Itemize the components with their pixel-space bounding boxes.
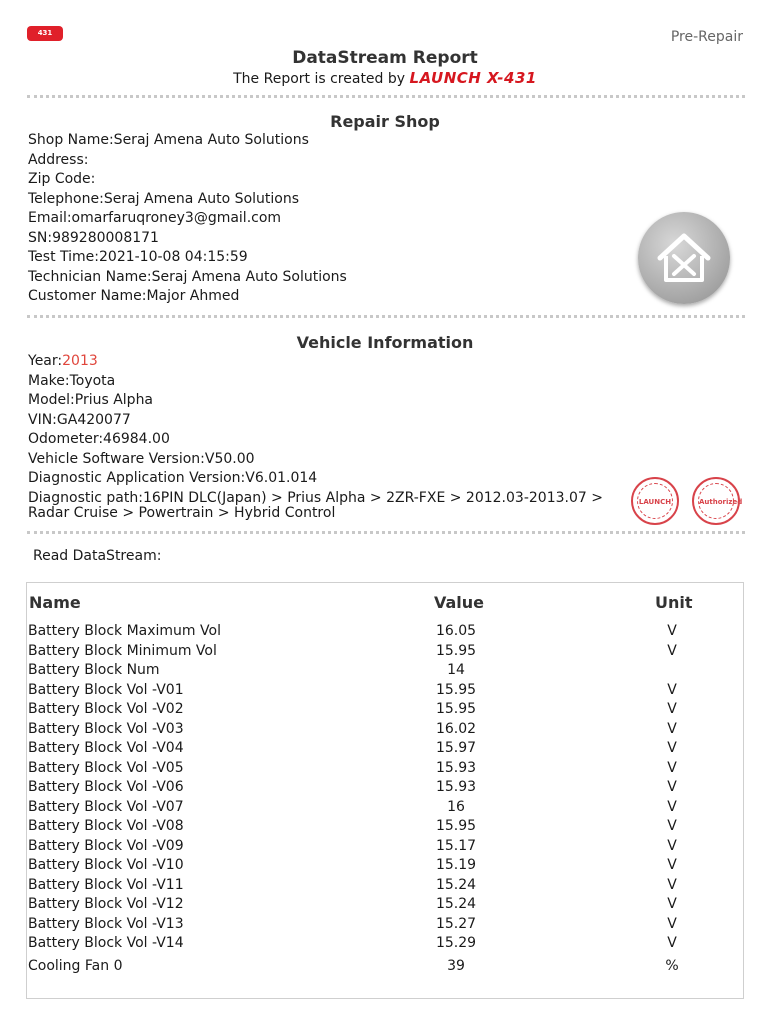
table-row: [28, 642, 728, 662]
row-value: 16.05: [435, 623, 477, 639]
row-name: Battery Block Vol -V13: [28, 915, 184, 932]
report-status: Pre-Repair: [670, 29, 743, 45]
shop-telephone: Telephone:Seraj Amena Auto Solutions: [28, 190, 300, 207]
row-value: 15.95: [435, 681, 477, 698]
row-name: Battery Block Vol -V02: [28, 701, 184, 717]
divider: [27, 95, 745, 98]
row-name: Battery Block Vol -V11: [28, 876, 184, 893]
row-value: 15.17: [435, 837, 477, 854]
vehicle-model: Model:Prius Alpha: [28, 392, 154, 408]
table-row: [28, 856, 728, 876]
test-time: Test Time:2021-10-08 04:15:59: [28, 249, 248, 265]
row-value: 15.93: [435, 779, 477, 795]
created-by-text: The Report is created by: [233, 71, 406, 87]
row-name: Battery Block Vol -V05: [28, 759, 184, 776]
page-title: DataStream Report: [292, 48, 478, 68]
authorized-stamp: [692, 477, 743, 525]
row-value: 15.19: [435, 857, 477, 873]
row-name: Battery Block Num: [28, 662, 160, 678]
row-name: Battery Block Vol -V08: [28, 818, 184, 834]
row-value: 16.02: [435, 720, 477, 737]
row-value: 15.97: [435, 740, 477, 756]
shop-email: Email:omarfaruqroney3@gmail.com: [28, 210, 282, 226]
row-unit: V: [667, 896, 677, 912]
table-row: [28, 837, 728, 857]
diagnostic-path: Diagnostic path:16PIN DLC(Japan) > Prius Alpha > 2ZR-FXE > 2012.03-2013.07 > Radar Cruise > Powertrain > Hybrid Control: [28, 489, 603, 521]
row-name: Cooling Fan 0: [28, 957, 123, 974]
divider: [27, 531, 745, 534]
table-row: [28, 778, 728, 798]
shop-sn: SN:989280008171: [28, 229, 159, 246]
row-unit: V: [667, 779, 677, 795]
row-unit: V: [667, 798, 677, 815]
row-name: Battery Block Maximum Vol: [28, 623, 221, 639]
year-value: 2013: [62, 353, 98, 369]
vehicle-make: Make:Toyota: [28, 372, 116, 389]
vehicle-odometer: Odometer:46984.00: [28, 431, 170, 447]
row-value: 16: [447, 798, 465, 815]
table-row: [28, 700, 728, 720]
column-header-unit: Unit: [655, 593, 693, 612]
row-name: Battery Block Vol -V03: [28, 720, 184, 737]
column-header-value: Value: [434, 593, 485, 612]
table-row: [28, 934, 728, 954]
row-value: 15.29: [435, 935, 477, 951]
table-row: [28, 798, 728, 818]
table-row: [28, 759, 728, 779]
launch-badge: 431: [27, 26, 63, 41]
launch-stamp: [631, 477, 679, 525]
vehicle-year: [28, 352, 628, 372]
table-row: [28, 895, 728, 915]
vehicle-info: [28, 352, 628, 521]
table-row: [28, 876, 728, 896]
vehicle-vin: VIN:GA420077: [28, 411, 131, 428]
row-unit: V: [667, 759, 677, 776]
row-value: 15.95: [435, 818, 477, 834]
vehicle-info-heading: Vehicle Information: [296, 333, 474, 352]
vehicle-software-version: Vehicle Software Version:V50.00: [28, 450, 255, 467]
technician-name: Technician Name:Seraj Amena Auto Solutions: [28, 268, 347, 285]
row-value: 15.24: [435, 896, 477, 912]
row-value: 15.24: [435, 876, 477, 893]
repair-shop-icon: [638, 212, 730, 304]
repair-shop-info: [28, 131, 347, 307]
row-name: Battery Block Vol -V09: [28, 837, 184, 854]
table-row: [28, 720, 728, 740]
row-unit: V: [667, 701, 677, 717]
row-unit: V: [667, 837, 677, 854]
row-unit: V: [667, 818, 677, 834]
row-unit: V: [667, 642, 677, 659]
repair-shop-heading: Repair Shop: [330, 112, 440, 131]
report-subtitle: [0, 69, 770, 87]
shop-address: Address:: [28, 151, 89, 168]
table-row: [28, 622, 728, 642]
row-name: Battery Block Vol -V14: [28, 935, 184, 951]
row-value: 15.95: [435, 701, 477, 717]
row-unit: %: [665, 957, 679, 974]
diagnostic-app-version: Diagnostic Application Version:V6.01.014: [28, 470, 318, 486]
launch-stamp-text: LAUNCH: [637, 483, 673, 519]
row-value: 14: [447, 662, 465, 678]
column-header-name: Name: [29, 593, 81, 612]
row-value: 15.95: [435, 642, 477, 659]
row-name: Battery Block Vol -V07: [28, 798, 184, 815]
row-unit: V: [667, 915, 677, 932]
row-unit: V: [667, 623, 677, 639]
authorized-stamp-text: Authorized: [698, 483, 734, 519]
row-name: Battery Block Minimum Vol: [28, 642, 217, 659]
row-unit: V: [667, 740, 677, 756]
shop-name: Shop Name:Seraj Amena Auto Solutions: [28, 132, 309, 148]
brand-logo: LAUNCH X-431: [409, 69, 537, 87]
row-name: Battery Block Vol -V01: [28, 681, 184, 698]
table-row: [28, 681, 728, 701]
row-unit: V: [667, 720, 677, 737]
table-row: [28, 661, 728, 681]
row-unit: V: [667, 876, 677, 893]
table-row: [28, 739, 728, 759]
read-datastream-label: Read DataStream:: [33, 548, 162, 564]
row-name: Battery Block Vol -V10: [28, 857, 184, 873]
shop-zip: Zip Code:: [28, 171, 96, 187]
row-value: 15.93: [435, 759, 477, 776]
table-row: [28, 957, 728, 977]
row-value: 39: [447, 957, 465, 974]
row-name: Battery Block Vol -V04: [28, 740, 184, 756]
row-name: Battery Block Vol -V12: [28, 896, 184, 912]
row-name: Battery Block Vol -V06: [28, 779, 184, 795]
table-row: [28, 817, 728, 837]
row-unit: V: [667, 681, 677, 698]
datastream-rows: [28, 622, 728, 976]
table-row: [28, 915, 728, 935]
divider: [27, 315, 745, 318]
row-unit: V: [667, 857, 677, 873]
row-value: 15.27: [435, 915, 477, 932]
customer-name: Customer Name:Major Ahmed: [28, 288, 240, 304]
year-label: Year:: [28, 353, 63, 369]
row-unit: V: [667, 935, 677, 951]
